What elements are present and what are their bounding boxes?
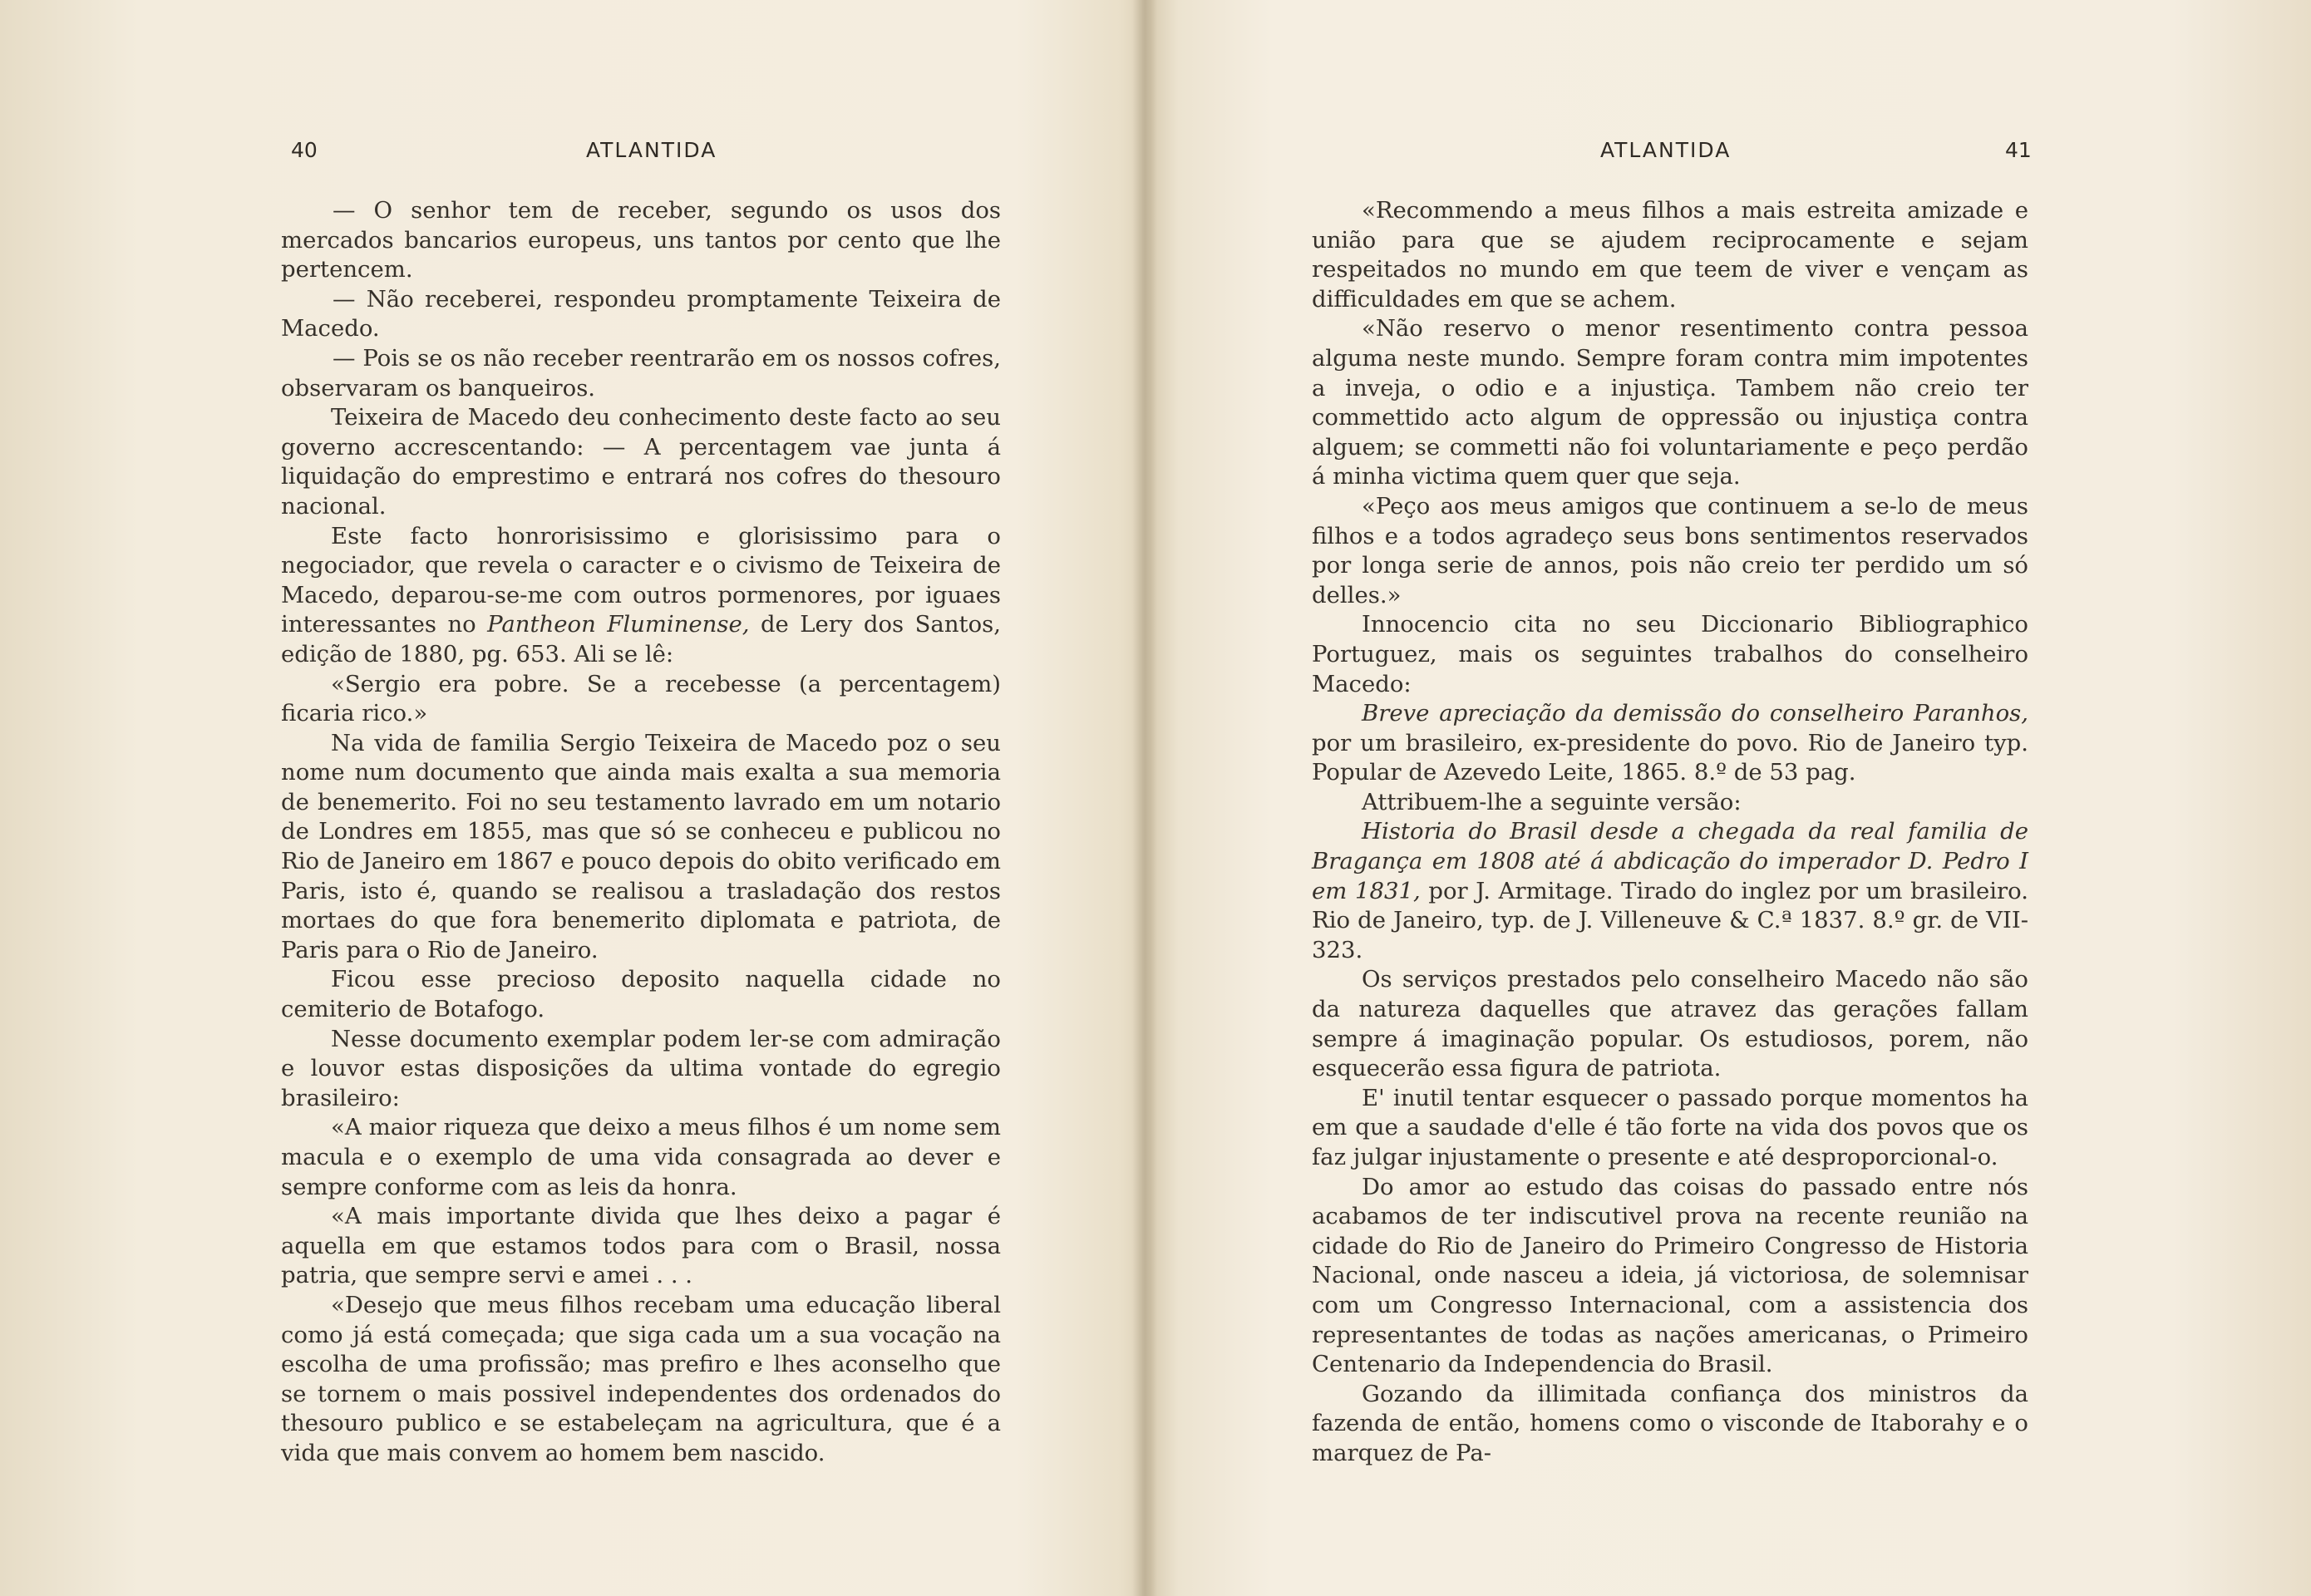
paragraph-text: por J. Armitage. Tirado do inglez por um brasileiro. Rio de Janeiro, typ. de J. Villeneuve & C.ª 1837. 8.º gr. de VII-323. [1312,877,2028,963]
quote-paragraph: «Sergio era pobre. Se a recebesse (a percentagem) ficaria rico.» [281,670,1001,727]
left-page [0,0,1147,1596]
paragraph [1312,699,2028,788]
page-number-right: 41 [2005,138,2032,162]
quote-paragraph: «Peço aos meus amigos que continuem a se-lo de meus filhos e a todos agradeço seus bons sentimentos reservados por longa serie de annos, pois não creio ter perdido um só delles.» [1312,492,2028,608]
italic-title: Historia do Brasil desde a chegada da real familia de Bragança em 1808 até á abdicação do imperador D. Pedro I em 1831, [1312,818,2028,904]
running-head-right: ATLANTIDA [1600,138,1732,162]
right-page-body [1312,196,2028,1469]
quote-paragraph: «Não reservo o menor resentimento contra pessoa alguma neste mundo. Sempre foram contra mim impotentes a inveja, o odio e a injustiça. Tambem não creio ter commettido acto algum de oppressão ou injustiça contra alguem; se commetti não foi voluntariamente e peço perdão á minha victima quem quer que seja. [1312,315,2028,490]
paragraph: Ficou esse precioso deposito naquella cidade no cemiterio de Botafogo. [281,966,1001,1023]
quote-paragraph: «A maior riqueza que deixo a meus filhos é um nome sem macula e o exemplo de uma vida consagrada ao dever e sempre conforme com as leis da honra. [281,1114,1001,1200]
italic-title: Breve apreciação da demissão do conselheiro Paranhos, [1362,700,2028,727]
paragraph [281,522,1001,670]
paragraph-text: de Lery dos Santos, edição de 1880, pg. 653. Ali se lê: [281,611,1001,667]
paragraph: Innocencio cita no seu Diccionario Bibliographico Portuguez, mais os seguintes trabalhos do conselheiro Macedo: [1312,611,2028,697]
paragraph-text: por um brasileiro, ex-presidente do povo. Rio de Janeiro typ. Popular de Azevedo Leite, 1865. 8.º de 53 pag. [1312,729,2028,786]
paragraph: Gozando da illimitada confiança dos ministros da fazenda de então, homens como o visconde de Itaborahy e o marquez de Pa- [1312,1380,2028,1466]
paragraph: Na vida de familia Sergio Teixeira de Macedo poz o seu nome num documento que ainda mais exalta a sua memoria de benemerito. Foi no seu testamento lavrado em um notario de Londres em 1855, mas que só se conheceu e publicou no Rio de Janeiro em 1867 e pouco depois do obito verificado em Paris, isto é, quando se realisou a trasladação dos restos mortaes do que fora benemerito diplomata e patriota, de Paris para o Rio de Janeiro. [281,729,1001,963]
page-number-left: 40 [291,138,318,162]
quote-paragraph: «Desejo que meus filhos recebam uma educação liberal como já está começada; que siga cada um a sua vocação na escolha de uma profissão; mas prefiro e lhes aconselho que se tornem o mais possivel independentes dos ordenados do thesouro publico e se estabeleçam na agricultura, que é a vida que mais convem ao homem bem nascido. [281,1291,1001,1466]
paragraph: Teixeira de Macedo deu conhecimento deste facto ao seu governo accrescentando: — A percentagem vae junta á liquidação do emprestimo e entrará nos cofres do thesouro nacional. [281,404,1001,520]
paragraph: Attribuem-lhe a seguinte versão: [1362,788,1742,815]
quote-paragraph: «A mais importante divida que lhes deixo a pagar é aquella em que estamos todos para com o Brasil, nossa patria, que sempre servi e amei . . . [281,1203,1001,1289]
paragraph-text: Este facto honrorisissimo e glorisissimo para o negociador, que revela o caracter e o civismo de Teixeira de Macedo, deparou-se-me com outros pormenores, por iguaes interessantes no [281,522,1001,638]
paragraph: — Pois se os não receber reentrarão em os nossos cofres, observaram os banqueiros. [281,344,1001,401]
paragraph: Nesse documento exemplar podem ler-se com admiração e louvor estas disposições da ultima vontade do egregio brasileiro: [281,1025,1001,1111]
paragraph: Os serviços prestados pelo conselheiro Macedo não são da natureza daquelles que atravez das gerações fallam sempre á imaginação popular. Os estudiosos, porem, não esquecerão essa figura de patriota. [1312,966,2028,1082]
paragraph [1312,817,2028,965]
left-page-body [281,196,1001,1469]
italic-title: Pantheon Fluminense, [487,611,750,638]
running-head-left: ATLANTIDA [586,138,717,162]
paragraph: — O senhor tem de receber, segundo os usos dos mercados bancarios europeus, uns tantos por cento que lhe pertencem. [281,197,1001,283]
paragraph: E' inutil tentar esquecer o passado porque momentos ha em que a saudade d'elle é tão forte na vida dos povos que os faz julgar injustamente o presente e até desproporcional-o. [1312,1084,2028,1170]
paragraph: Do amor ao estudo das coisas do passado entre nós acabamos de ter indiscutivel prova na recente reunião na cidade do Rio de Janeiro do Primeiro Congresso de Historia Nacional, onde nasceu a ideia, já victoriosa, de solemnisar com um Congresso Internacional, com a assistencia dos representantes de todas as nações americanas, o Primeiro Centenario da Independencia do Brasil. [1312,1173,2028,1378]
quote-paragraph: «Recommendo a meus filhos a mais estreita amizade e união para que se ajudem reciprocamente e sejam respeitados no mundo em que teem de viver e vençam as difficuldades em que se achem. [1312,197,2028,313]
paragraph: — Não receberei, respondeu promptamente Teixeira de Macedo. [281,285,1001,342]
right-page [1156,0,2311,1596]
